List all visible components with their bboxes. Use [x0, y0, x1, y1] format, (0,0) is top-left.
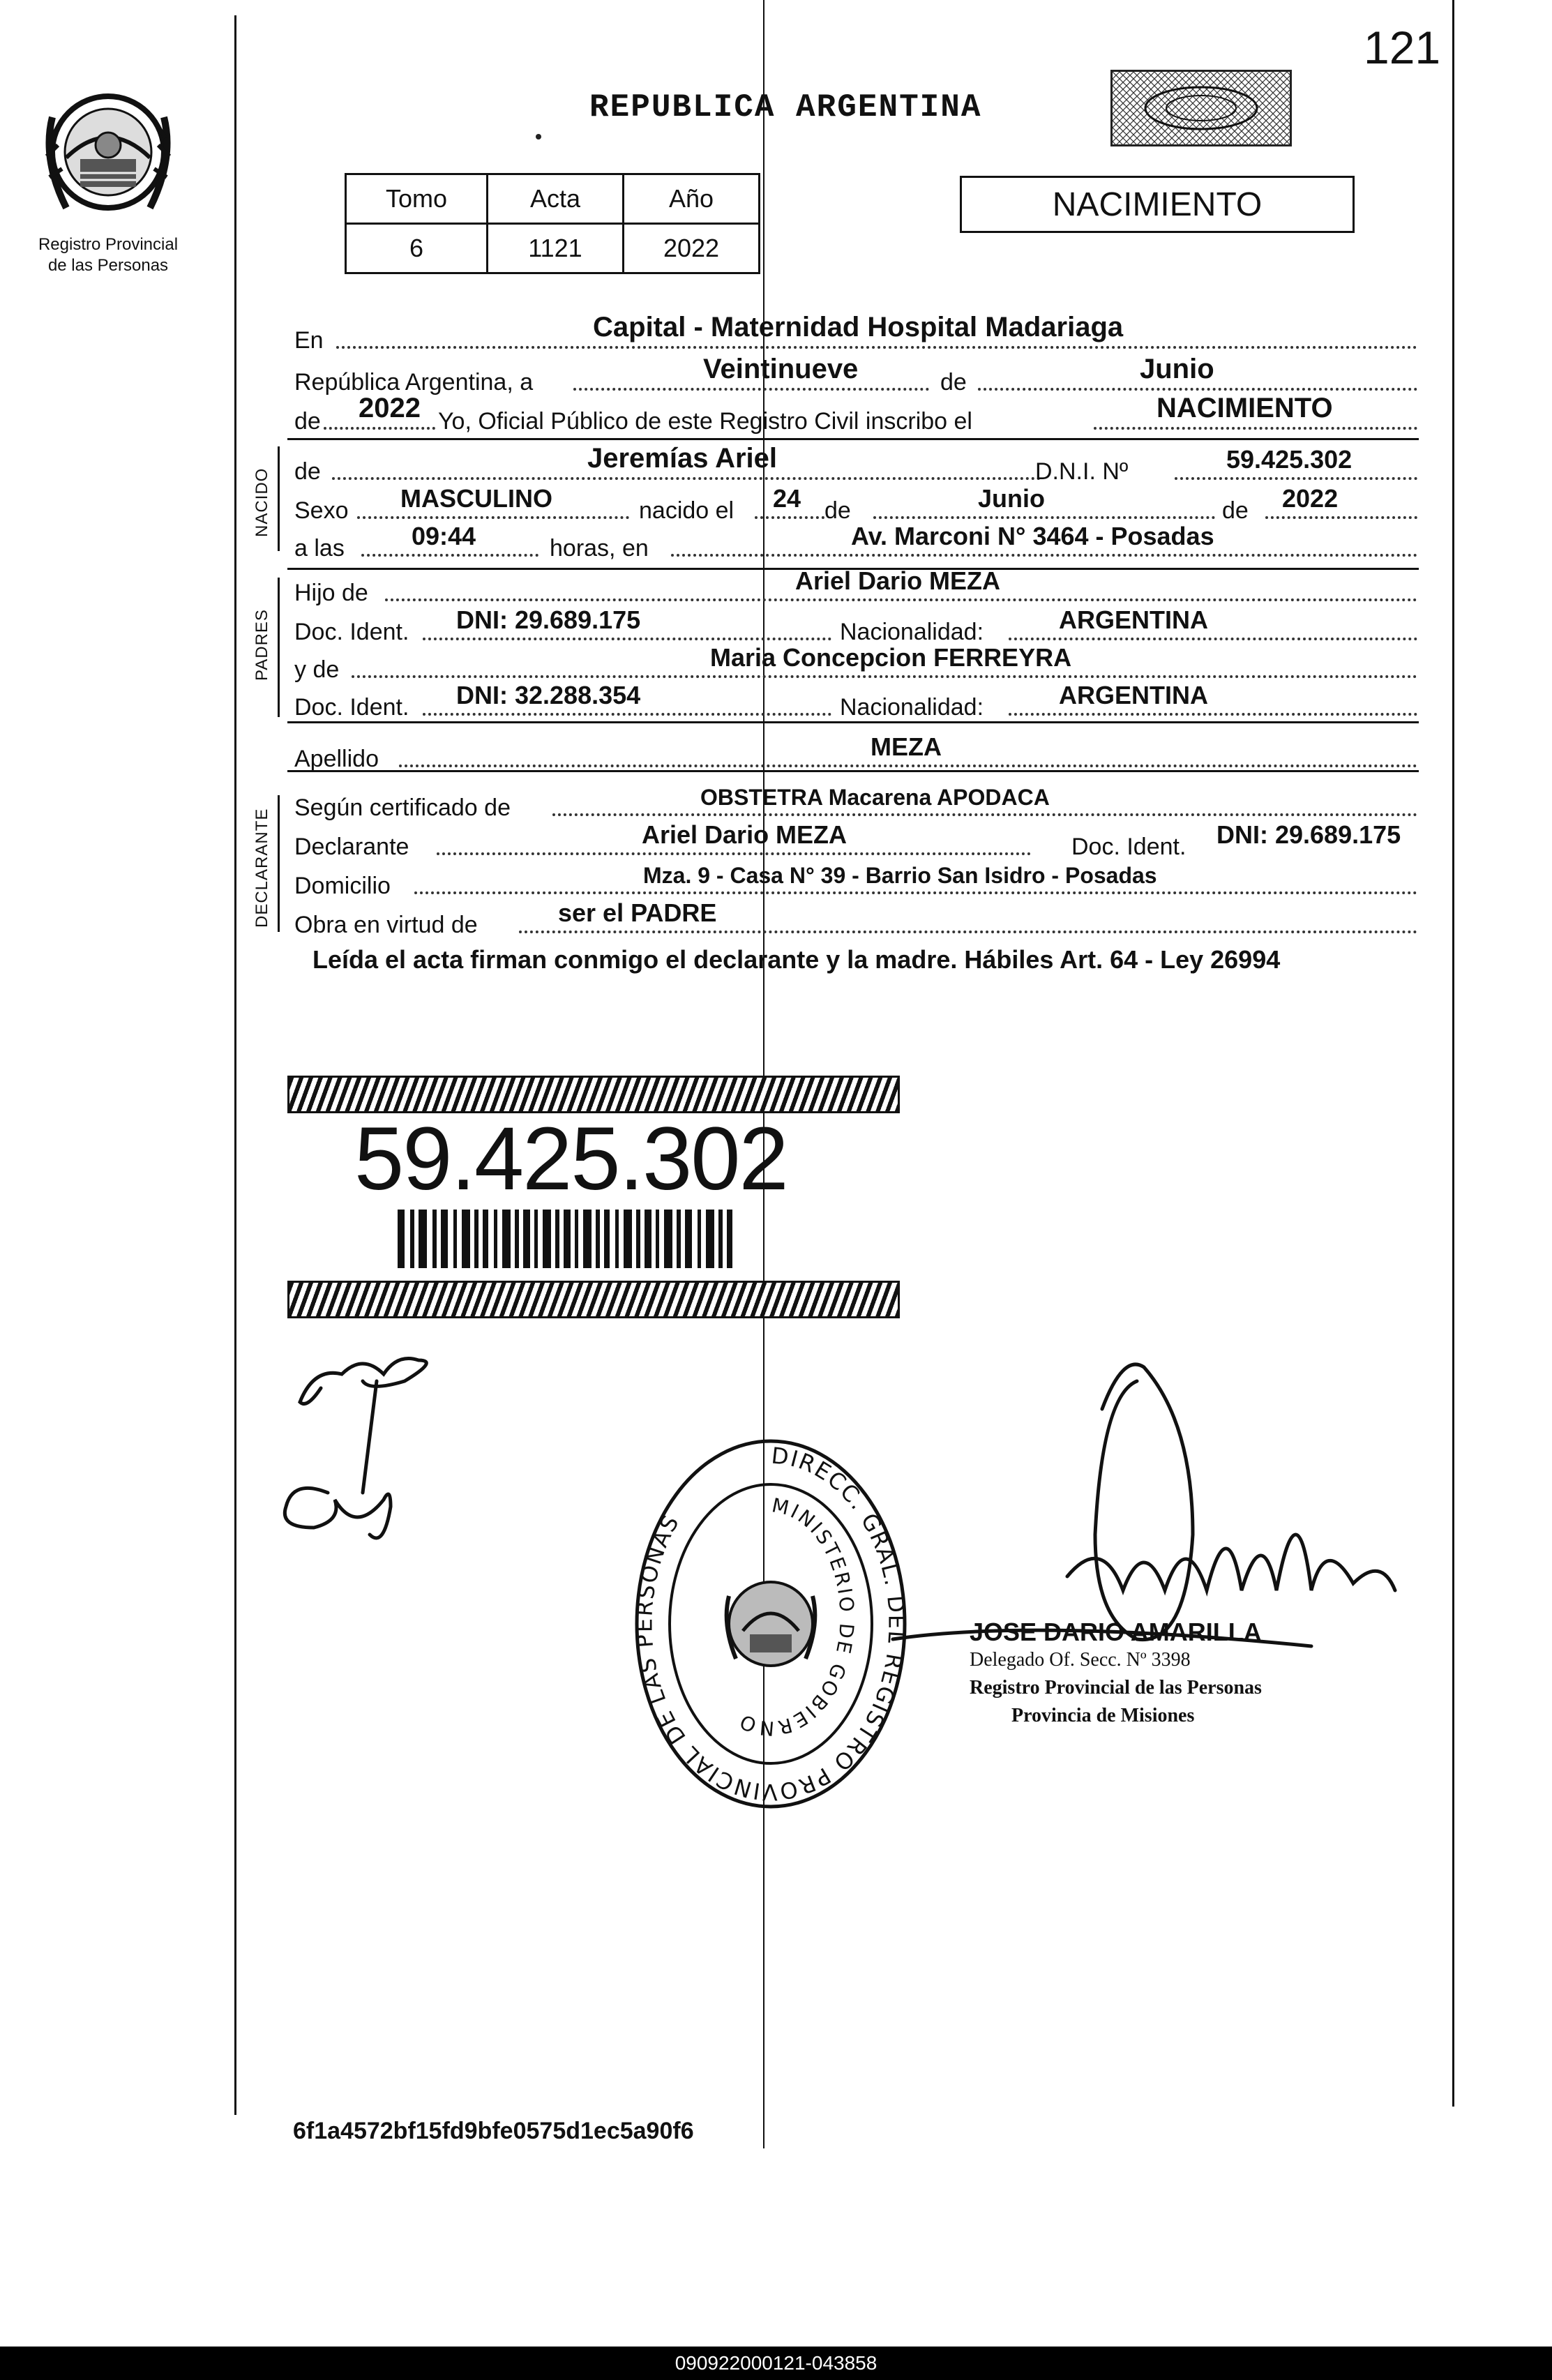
- birth-address: Av. Marconi N° 3464 - Posadas: [851, 522, 1214, 550]
- mother-doc: DNI: 32.288.354: [456, 681, 641, 709]
- security-pattern-band-bottom: [287, 1281, 900, 1318]
- label-mother-doc: Doc. Ident.: [294, 694, 409, 721]
- father-doc: DNI: 29.689.175: [456, 605, 641, 634]
- header-acta: Acta: [488, 174, 624, 224]
- mother-name: Maria Concepcion FERREYRA: [710, 643, 1072, 672]
- label-de: de: [940, 369, 967, 396]
- row-capacity: [294, 891, 1419, 940]
- value-anio: 2022: [624, 224, 760, 273]
- child-dni: 59.425.302: [1226, 445, 1353, 474]
- registry-table: [345, 173, 760, 274]
- record-type-box: NACIMIENTO: [960, 176, 1355, 233]
- official-role: Delegado Of. Secc. Nº 3398: [970, 1649, 1191, 1671]
- official-block: [970, 1618, 1402, 1730]
- document-hash: 6f1a4572bf15fd9bfe0575d1ec5a90f6: [293, 2118, 694, 2144]
- label-obra: Obra en virtud de: [294, 912, 478, 938]
- closing-statement: Leída el acta firman conmigo el declarante y la madre. Hábiles Art. 64 - Ley 26994: [312, 945, 1281, 974]
- row-mother-doc: [294, 674, 1419, 723]
- label-sexo: Sexo: [294, 497, 349, 524]
- label-apellido: Apellido: [294, 746, 379, 772]
- label-declarante: Declarante: [294, 834, 409, 860]
- certificate-issuer: OBSTETRA Macarena APODACA: [700, 785, 1050, 810]
- declarant-address: Mza. 9 - Casa N° 39 - Barrio San Isidro - Posadas: [643, 863, 1157, 888]
- label-a-las: a las: [294, 535, 345, 562]
- section-label-declarante: DECLARANTE: [253, 808, 271, 928]
- value-acta: 1121: [488, 224, 624, 273]
- father-nationality: ARGENTINA: [1059, 605, 1208, 634]
- label-de-year: de: [294, 408, 321, 435]
- birth-day: 24: [773, 484, 801, 513]
- footer-code: 090922000121-043858: [675, 2352, 877, 2374]
- official-office: Registro Provincial de las Personas: [970, 1677, 1262, 1699]
- row-time-place: [294, 515, 1419, 564]
- logo-caption-line1: Registro Provincial: [38, 235, 179, 254]
- barcode: [398, 1210, 732, 1268]
- declarant-name: Ariel Dario MEZA: [642, 820, 847, 849]
- declarant-capacity: ser el PADRE: [558, 898, 717, 927]
- statement-text: Yo, Oficial Público de este Registro Civil inscribo el: [438, 408, 972, 435]
- stray-dot-mark: [536, 134, 541, 140]
- row-statement: [294, 388, 1419, 437]
- child-sex: MASCULINO: [400, 484, 552, 513]
- logo-caption: [14, 234, 202, 276]
- registration-year: 2022: [359, 393, 421, 423]
- label-certificado: Según certificado de: [294, 794, 511, 821]
- label-de-month: de: [824, 497, 851, 524]
- signature-2: [285, 1488, 391, 1538]
- footer-code-bar: [0, 2347, 1552, 2380]
- document-title: REPUBLICA ARGENTINA: [589, 89, 982, 126]
- official-province: Provincia de Misiones: [1011, 1705, 1195, 1726]
- label-declarant-doc: Doc. Ident.: [1071, 834, 1186, 860]
- label-mother-nationality: Nacionalidad:: [840, 694, 984, 721]
- birth-time: 09:44: [412, 522, 476, 550]
- section-label-padres: PADRES: [253, 609, 271, 681]
- value-tomo: 6: [346, 224, 488, 273]
- signature-1: [300, 1359, 426, 1404]
- provincia-misiones-logo: [38, 75, 178, 236]
- label-dni: D.N.I. Nº: [1035, 458, 1129, 485]
- label-father-doc: Doc. Ident.: [294, 619, 409, 645]
- official-name: JOSE DARIO AMARILLA: [970, 1618, 1262, 1646]
- seal-outer-text: DIRECC. GRAL. DEL REGISTRO PROVINCIAL DE LAS PERSONAS: [631, 1442, 910, 1806]
- left-margin-rule: [234, 15, 236, 2115]
- declarant-doc: DNI: 29.689.175: [1216, 820, 1401, 849]
- seal-emblem-icon: [727, 1582, 815, 1666]
- child-name: Jeremías Ariel: [587, 443, 778, 474]
- seal-inner-text: MINISTERIO DE GOBIERNO: [734, 1493, 859, 1740]
- father-name: Ariel Dario MEZA: [795, 566, 1001, 595]
- surname: MEZA: [871, 732, 942, 761]
- dni-large-number: 59.425.302: [354, 1109, 788, 1209]
- label-father-nationality: Nacionalidad:: [840, 619, 984, 645]
- mother-nationality: ARGENTINA: [1059, 681, 1208, 709]
- security-hologram-stamp: [1110, 70, 1292, 146]
- registration-month: Junio: [1140, 354, 1214, 384]
- label-horas-en: horas, en: [550, 535, 649, 562]
- official-seal: [631, 1436, 910, 1812]
- birth-place: Capital - Maternidad Hospital Madariaga: [593, 312, 1124, 342]
- label-en: En: [294, 327, 324, 354]
- header-anio: Año: [624, 174, 760, 224]
- logo-caption-line2: de las Personas: [47, 256, 169, 275]
- page-number: 121: [1364, 22, 1441, 73]
- header-tomo: Tomo: [346, 174, 488, 224]
- label-country: República Argentina, a: [294, 369, 534, 396]
- label-de-birth-year: de: [1222, 497, 1249, 524]
- label-de-name: de: [294, 458, 321, 485]
- record-word: NACIMIENTO: [1157, 393, 1333, 423]
- label-nacido-el: nacido el: [639, 497, 734, 524]
- row-surname: [294, 725, 1419, 774]
- label-domicilio: Domicilio: [294, 873, 391, 899]
- official-signature: [1067, 1535, 1395, 1590]
- section-label-nacido: NACIDO: [253, 467, 271, 537]
- birth-month: Junio: [978, 484, 1045, 513]
- registration-day: Veintinueve: [703, 354, 859, 384]
- label-hijo-de: Hijo de: [294, 580, 368, 606]
- birth-year: 2022: [1282, 484, 1339, 513]
- label-y-de: y de: [294, 656, 340, 683]
